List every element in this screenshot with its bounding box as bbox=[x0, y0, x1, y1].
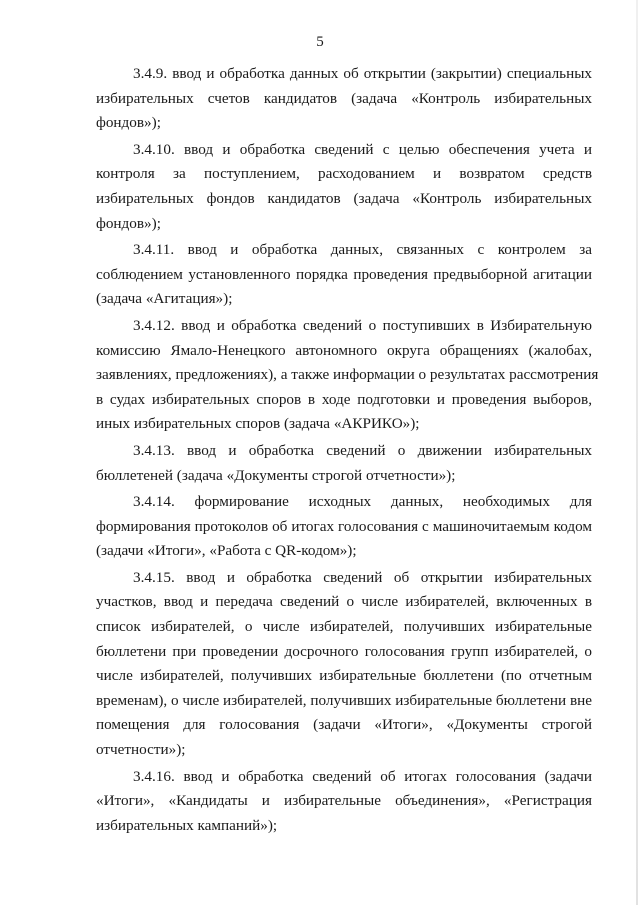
text-line: список избирателей, о числе избирателей, получивших избирательные bbox=[96, 618, 592, 636]
text-line: 3.4.9. ввод и обработка данных об открытии (закрытии) специальных bbox=[133, 65, 592, 82]
text-line: участков, ввод и передача сведений о числе избирателей, включенных в bbox=[96, 593, 592, 611]
paragraph-3-4-13 bbox=[96, 439, 592, 488]
text-line: фондов»); bbox=[96, 114, 161, 132]
text-line: (задачи «Итоги», «Работа с QR-кодом»); bbox=[96, 542, 357, 560]
paragraph-3-4-10 bbox=[96, 138, 592, 236]
text-line: заявлениях, предложениях), а также информации о результатах рассмотрения bbox=[96, 366, 599, 384]
text-line: бюллетеней (задача «Документы строгой отчетности»); bbox=[96, 466, 456, 484]
paragraph-3-4-14 bbox=[96, 490, 592, 564]
text-line: 3.4.11. ввод и обработка данных, связанных с контролем за bbox=[133, 241, 592, 259]
text-line: 3.4.13. ввод и обработка сведений о движении избирательных bbox=[133, 441, 592, 459]
paragraph-3-4-9 bbox=[96, 62, 592, 136]
document-body bbox=[96, 62, 599, 840]
text-line: 3.4.12. ввод и обработка сведений о поступивших в Избирательную bbox=[133, 316, 592, 334]
text-line: «Итоги», «Кандидаты и избирательные объединения», «Регистрация bbox=[96, 792, 592, 810]
paragraph-3-4-16 bbox=[96, 765, 592, 839]
text-line: 3.4.10. ввод и обработка сведений с целью обеспечения учета и bbox=[133, 140, 592, 158]
text-line: отчетности»); bbox=[96, 741, 186, 759]
text-line: избирательных счетов кандидатов (задача «Контроль избирательных bbox=[96, 89, 592, 107]
paragraph-3-4-15 bbox=[96, 566, 592, 763]
text-line: в судах избирательных споров в ходе подготовки и проведения выборов, bbox=[96, 390, 592, 408]
text-line: 3.4.14. формирование исходных данных, необходимых для bbox=[133, 493, 592, 511]
paragraph-3-4-12 bbox=[96, 314, 599, 437]
page-number: 5 bbox=[316, 34, 324, 50]
text-line: избирательных кампаний»); bbox=[96, 816, 278, 834]
text-line: помещения для голосования (задачи «Итоги», «Документы строгой bbox=[96, 716, 592, 734]
text-line: временам), о числе избирателей, получивших избирательные бюллетени вне bbox=[96, 691, 592, 709]
text-line: числе избирателей, получивших избирательные бюллетени (по отчетным bbox=[96, 667, 592, 685]
text-line: фондов»); bbox=[96, 214, 161, 232]
text-line: (задача «Агитация»); bbox=[96, 290, 233, 308]
text-line: соблюдением установленного порядка проведения предвыборной агитации bbox=[96, 265, 592, 283]
text-line: контроля за поступлением, расходованием и возвратом средств bbox=[96, 165, 592, 183]
text-line: 3.4.15. ввод и обработка сведений об открытии избирательных bbox=[133, 568, 592, 586]
text-line: 3.4.16. ввод и обработка сведений об итогах голосования (задачи bbox=[133, 767, 592, 785]
text-line: формирования протоколов об итогах голосования с машиночитаемым кодом bbox=[96, 517, 592, 535]
paragraph-3-4-11 bbox=[96, 238, 592, 312]
text-line: бюллетени при проведении досрочного голосования групп избирателей, о bbox=[96, 642, 592, 660]
text-line: избирательных фондов кандидатов (задача «Контроль избирательных bbox=[96, 189, 592, 207]
scan-edge-shadow bbox=[636, 0, 638, 905]
text-line: иных избирательных споров (задача «АКРИКО»); bbox=[96, 415, 420, 433]
text-line: комиссию Ямало-Ненецкого автономного округа обращениях (жалобах, bbox=[96, 341, 592, 359]
